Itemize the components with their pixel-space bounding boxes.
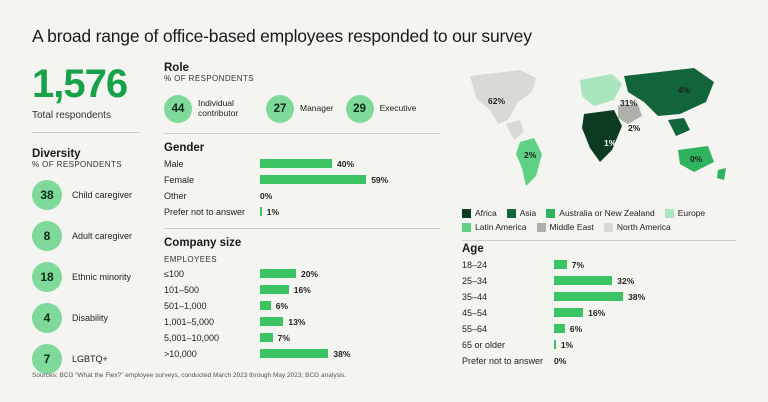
bar-track — [260, 207, 440, 217]
role-value: 44 — [164, 95, 192, 123]
diversity-label: Disability — [72, 313, 109, 323]
bar-value: 7% — [571, 259, 585, 270]
diversity-value: 38 — [32, 180, 62, 210]
role-label: Executive — [379, 103, 417, 114]
bar-row — [462, 354, 736, 367]
bar-value: 7% — [277, 332, 290, 343]
region-new-zealand — [717, 168, 726, 180]
bar-value: 16% — [293, 284, 311, 295]
legend-swatch-north-america — [604, 223, 613, 232]
gender-chart — [164, 142, 440, 218]
middle-column — [164, 62, 440, 360]
gender-heading: Gender — [164, 142, 205, 154]
bar-row — [462, 290, 736, 303]
bar-value: 6% — [275, 300, 289, 311]
list-item — [164, 95, 254, 123]
bar-row — [164, 189, 440, 202]
divider-age — [462, 240, 736, 241]
world-map — [462, 58, 736, 198]
bar-value: 38% — [333, 348, 351, 359]
bar-track — [554, 324, 736, 334]
region-asia-2 — [668, 118, 690, 136]
map-legend — [462, 204, 736, 232]
list-item — [32, 180, 172, 210]
bar-track — [260, 191, 440, 201]
bar-category: 65 or older — [462, 339, 506, 350]
bar-value: 40% — [337, 158, 355, 169]
list-item — [266, 95, 334, 123]
diversity-label: LGBTQ+ — [72, 354, 108, 364]
bar-row — [462, 258, 736, 271]
diversity-label: Adult caregiver — [72, 231, 133, 241]
map-label-africa: 1% — [604, 138, 617, 148]
bar-row — [164, 157, 440, 170]
bar-category: Prefer not to answer — [164, 206, 246, 217]
bar-category: Male — [164, 158, 184, 169]
age-heading: Age — [462, 243, 484, 255]
legend-item — [537, 222, 594, 232]
bar-row — [164, 347, 440, 360]
bar — [260, 269, 296, 278]
bar — [554, 308, 583, 317]
bar-row — [164, 267, 440, 280]
bar-row — [164, 283, 440, 296]
bar — [554, 340, 556, 349]
bar-category: 18–24 — [462, 259, 488, 270]
bar-category: Other — [164, 190, 187, 201]
bar — [260, 333, 273, 342]
bar-track — [260, 175, 440, 185]
region-latin-america — [516, 138, 542, 186]
bar-track — [260, 159, 440, 169]
bar — [260, 317, 283, 326]
page-title: A broad range of office-based employees responded to our survey — [32, 26, 532, 46]
bar-value: 0% — [260, 190, 273, 201]
map-label-middle-east: 2% — [628, 123, 641, 133]
legend-label: Europe — [677, 208, 706, 218]
bar-row — [462, 338, 736, 351]
legend-swatch-australia — [546, 209, 555, 218]
legend-item — [462, 208, 497, 218]
bar-row — [462, 306, 736, 319]
bar-track — [554, 260, 736, 270]
map-label-australia: 0% — [690, 154, 703, 164]
bar — [554, 324, 565, 333]
map-label-latin-america: 2% — [524, 150, 537, 160]
list-item — [32, 221, 172, 251]
bar — [260, 175, 366, 184]
role-label: Individual contributor — [198, 98, 239, 118]
bar-category: 1,001–5,000 — [164, 316, 215, 327]
map-label-europe: 31% — [620, 98, 638, 108]
legend-swatch-asia — [507, 209, 516, 218]
diversity-subheading: % OF RESPONDENTS — [32, 160, 122, 169]
diversity-label: Ethnic minority — [72, 272, 132, 282]
map-label-north-america: 62% — [488, 96, 506, 106]
company-size-heading: Company size — [164, 237, 242, 249]
company-size-subheading: EMPLOYEES — [164, 255, 217, 264]
role-heading: Role — [164, 62, 189, 74]
bar-track — [554, 276, 736, 286]
bar-value: 6% — [569, 323, 583, 334]
bar-track — [260, 301, 440, 311]
bar-row — [164, 315, 440, 328]
legend-label: Middle East — [549, 222, 594, 232]
region-africa — [582, 110, 622, 162]
legend-label: Africa — [475, 208, 497, 218]
diversity-value: 8 — [32, 221, 62, 251]
legend-swatch-africa — [462, 209, 471, 218]
bar-value: 16% — [588, 307, 606, 318]
bar-category: ≤100 — [164, 268, 184, 279]
bar-value: 1% — [266, 206, 280, 217]
divider-company — [164, 228, 440, 229]
map-label-asia: 4% — [678, 85, 691, 95]
legend-item — [604, 222, 671, 232]
role-list — [164, 95, 440, 123]
age-chart — [462, 243, 736, 367]
diversity-label: Child caregiver — [72, 190, 133, 200]
divider-left — [32, 132, 140, 133]
bar-track — [554, 308, 736, 318]
bar-track — [260, 269, 440, 279]
bar-row — [164, 205, 440, 218]
diversity-value: 4 — [32, 303, 62, 333]
role-value: 27 — [266, 95, 294, 123]
bar-value: 20% — [301, 268, 319, 279]
bar-track — [260, 333, 440, 343]
legend-label: Asia — [519, 208, 537, 218]
diversity-heading: Diversity — [32, 148, 81, 160]
legend-label: Australia or New Zealand — [559, 208, 655, 218]
region-europe — [580, 74, 622, 106]
right-column — [462, 58, 736, 367]
bar-row — [164, 331, 440, 344]
list-item — [32, 344, 172, 374]
legend-item — [462, 222, 527, 232]
list-item — [32, 303, 172, 333]
bar-track — [554, 292, 736, 302]
legend-item — [546, 208, 654, 218]
bar-category: 25–34 — [462, 275, 488, 286]
total-respondents-label: Total respondents — [32, 110, 111, 121]
diversity-value: 18 — [32, 262, 62, 292]
diversity-value: 7 — [32, 344, 62, 374]
list-item — [346, 95, 417, 123]
diversity-section — [32, 148, 172, 374]
legend-swatch-europe — [665, 209, 674, 218]
bar-track — [554, 340, 736, 350]
bar-category: 101–500 — [164, 284, 200, 295]
bar-value: 0% — [554, 355, 567, 366]
bar — [260, 349, 328, 358]
bar-category: 55–64 — [462, 323, 488, 334]
bar-category: Female — [164, 174, 195, 185]
bar-category: 35–44 — [462, 291, 488, 302]
bar-category: >10,000 — [164, 348, 197, 359]
bar-track — [260, 349, 440, 359]
bar-category: 5,001–10,000 — [164, 332, 220, 343]
region-north-america-2 — [506, 120, 524, 140]
legend-item — [507, 208, 537, 218]
bar-category: 501–1,000 — [164, 300, 207, 311]
bar-category: 45–54 — [462, 307, 488, 318]
bar-value: 13% — [288, 316, 306, 327]
divider-gender — [164, 133, 440, 134]
legend-label: North America — [616, 222, 671, 232]
bar-value: 59% — [371, 174, 389, 185]
bar-row — [164, 299, 440, 312]
role-value: 29 — [346, 95, 374, 123]
bar — [260, 285, 289, 294]
total-respondents-value: 1,576 — [32, 62, 128, 106]
bar-row — [164, 173, 440, 186]
bar — [260, 301, 271, 310]
legend-item — [665, 208, 705, 218]
bar — [554, 276, 612, 285]
bar-row — [462, 274, 736, 287]
world-map-svg — [462, 58, 736, 198]
bar-value: 32% — [617, 275, 635, 286]
bar — [554, 292, 623, 301]
bar-category: Prefer not to answer — [462, 355, 544, 366]
legend-swatch-middle-east — [537, 223, 546, 232]
sources-note: Sources: BCG “What the Flex?” employee surveys, conducted March 2023 through May 2023; BCG analysis. — [32, 372, 347, 379]
bar-value: 1% — [560, 339, 574, 350]
company-size-chart — [164, 237, 440, 360]
bar — [554, 260, 567, 269]
role-subheading: % OF RESPONDENTS — [164, 74, 254, 83]
bar-value: 38% — [628, 291, 646, 302]
bar-track — [554, 356, 736, 366]
bar — [260, 207, 262, 216]
list-item — [32, 262, 172, 292]
bar-track — [260, 285, 440, 295]
legend-label: Latin America — [475, 222, 527, 232]
bar-row — [462, 322, 736, 335]
role-label: Manager — [300, 103, 334, 114]
legend-swatch-latin-america — [462, 223, 471, 232]
bar-track — [260, 317, 440, 327]
bar — [260, 159, 332, 168]
